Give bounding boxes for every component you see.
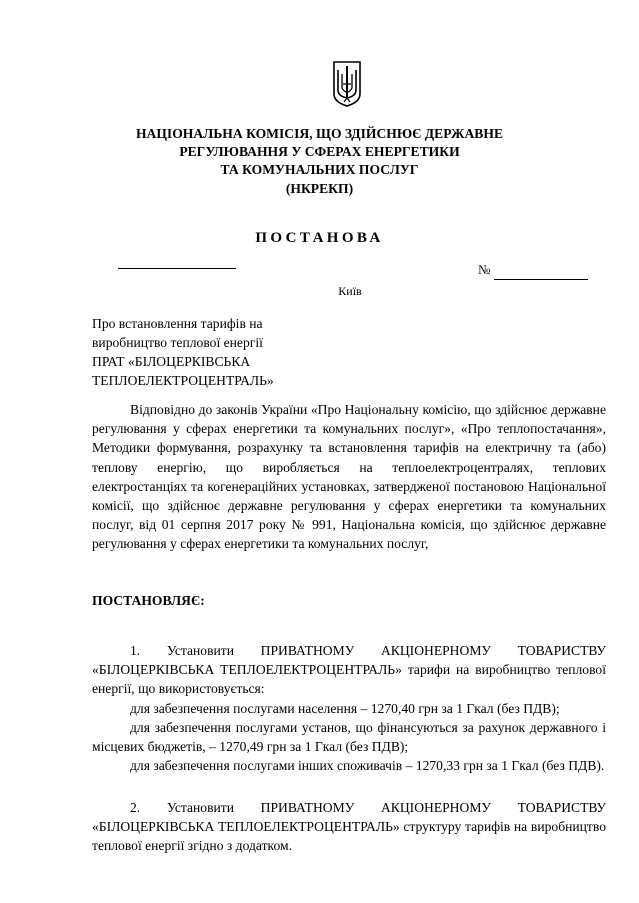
coat-of-arms-icon [332,60,362,108]
subject-line: Про встановлення тарифів на [92,316,263,331]
decree-word: ПОСТАНОВЛЯЄ: [92,593,205,608]
subject-line: ТЕПЛОЕЛЕКТРОЦЕНТРАЛЬ» [92,373,274,388]
subject-line: виробництво теплової енергії [92,335,263,350]
item-1 [92,641,606,775]
item-1-population: для забезпечення послугами населення – 1270,40 грн за 1 Гкал (без ПДВ); [130,700,560,716]
authority-name-line-3: ТА КОМУНАЛЬНИХ ПОСЛУГ [220,162,419,177]
number-blank-line [494,279,588,280]
document-subject [92,314,274,390]
item-1-text: 1. Установити ПРИВАТНОМУ АКЦІОНЕРНОМУ ТОВАРИСТВУ «БІЛОЦЕРКІВСЬКА ТЕПЛОЕЛЕКТРОЦЕНТРАЛЬ» тарифи на виробництво теплової енергії, що використовується: [92,643,606,697]
item-2-text: 2. Установити ПРИВАТНОМУ АКЦІОНЕРНОМУ ТОВАРИСТВУ «БІЛОЦЕРКІВСЬКА ТЕПЛОЕЛЕКТРОЦЕНТРАЛЬ» структуру тарифів на виробництво теплової енергії згідно з додатком. [92,800,606,854]
authority-name-line-2: РЕГУЛЮВАННЯ У СФЕРАХ ЕНЕРГЕТИКИ [179,144,460,159]
preamble-paragraph: Відповідно до законів України «Про Національну комісію, що здійснює державне регулювання у сферах енергетики та комунальних послуг», «Про теплопостачання», Методики формування, розрахунку та встановлення тарифів на електричну та (або) теплову енергію, що виробляється на теплоелектроцентралях, теплових електростанціях та когенераційних установках, затвердженої постановою Національної комісії, що здійснює державне регулювання у сферах енергетики та комунальних послуг, від 01 серпня 2017 року № 991, Національна комісія, що здійснює державне регулювання у сферах енергетики та комунальних послуг, [92,402,606,552]
date-blank-line [118,268,236,269]
item-1-budget-institutions: для забезпечення послугами установ, що фінансуються за рахунок державного і місцевих бюджетів, – 1270,49 грн за 1 Гкал (без ПДВ); [92,719,606,755]
subject-line: ПРАТ «БІЛОЦЕРКІВСЬКА [92,354,251,369]
authority-abbreviation: (НКРЕКП) [285,181,354,196]
item-1-other-consumers: для забезпечення послугами інших споживачів – 1270,33 грн за 1 Гкал (без ПДВ). [130,758,605,774]
document-title: ПОСТАНОВА [255,230,384,246]
city: Київ [338,284,362,298]
number-label: № [478,262,491,277]
authority-name-line-1: НАЦІОНАЛЬНА КОМІСІЯ, ЩО ЗДІЙСНЮЄ ДЕРЖАВНЕ [135,126,504,141]
